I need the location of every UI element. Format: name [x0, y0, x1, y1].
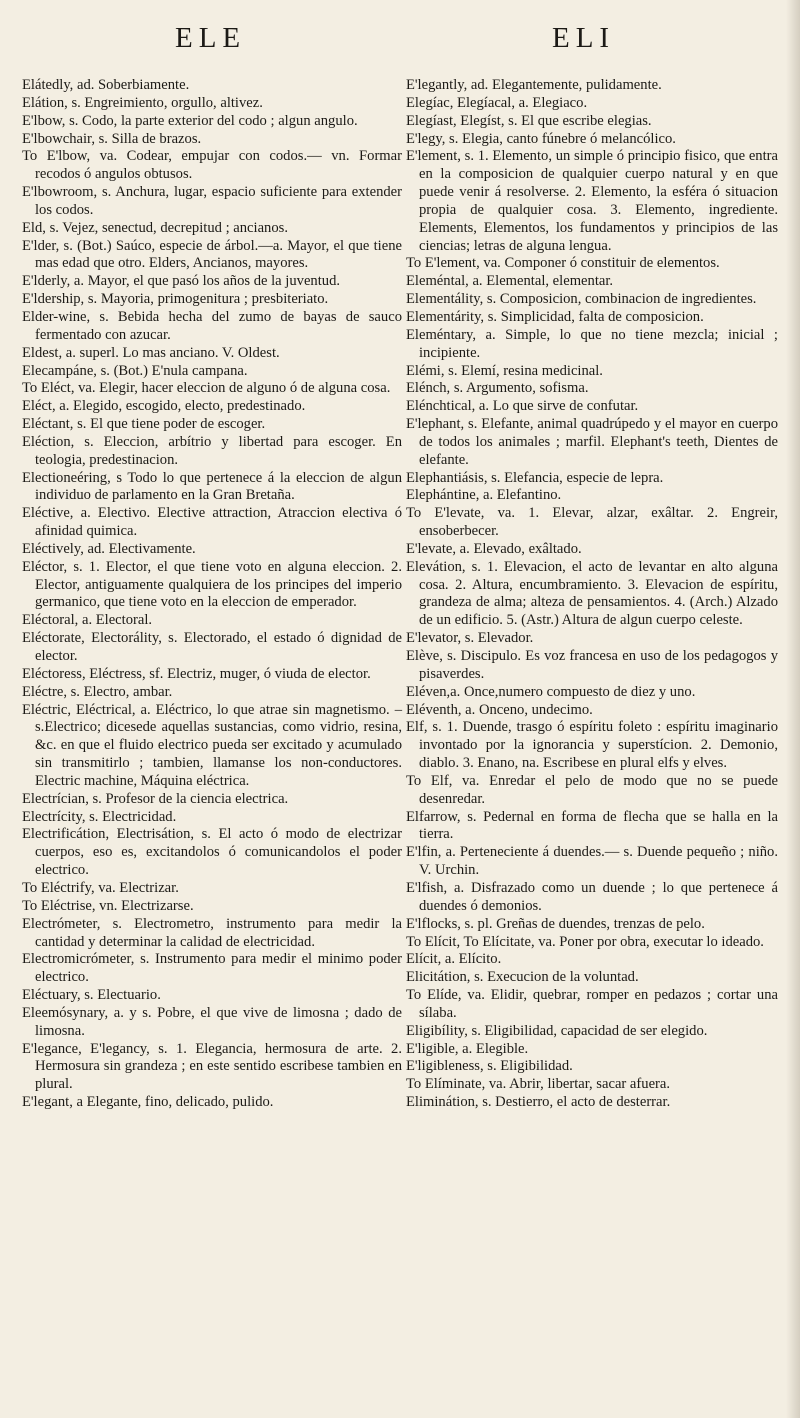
dictionary-entry: E'ldership, s. Mayoria, primogenitura ; presbiteriato. — [22, 291, 329, 308]
dictionary-entry: Eleemósynary, a. y s. Pobre, el que vive de limosna ; dado de limosna. — [22, 1004, 402, 1039]
dictionary-entry: Eléctant, s. El que tiene poder de escoger. — [22, 416, 266, 433]
dictionary-entry: E'lbow, s. Codo, la parte exterior del codo ; algun angulo. — [22, 112, 358, 129]
dictionary-entry: To Eléctrise, vn. Electrizarse. — [22, 897, 194, 914]
dictionary-entry: Eldest, a. superl. Lo mas anciano. V. Oldest. — [22, 344, 280, 361]
dictionary-entry: Elementálity, s. Composicion, combinacion de ingredientes. — [406, 291, 757, 308]
dictionary-entry: Eléventh, a. Onceno, undecimo. — [406, 701, 593, 718]
dictionary-entry: To Elícit, To Elícitate, va. Poner por obra, executar lo ideado. — [406, 933, 764, 950]
dictionary-entry: E'lephant, s. Elefante, animal quadrúpedo y el mayor en cuerpo de todos los animales ; marfil. Elephant's teeth, Dientes de elefante. — [406, 416, 778, 468]
dictionary-entry: To Eléctrify, va. Electrizar. — [22, 879, 179, 896]
dictionary-entry: Elátion, s. Engreimiento, orgullo, altivez. — [22, 94, 263, 111]
dictionary-entry: E'lflocks, s. pl. Greñas de duendes, trenzas de pelo. — [406, 915, 705, 932]
right-column — [406, 77, 778, 1112]
dictionary-entry: Elénch, s. Argumento, sofisma. — [406, 380, 589, 397]
dictionary-entry: Elecampáne, s. (Bot.) E'nula campana. — [22, 362, 248, 379]
dictionary-entry: E'lfin, a. Perteneciente á duendes.— s. Duende pequeño ; niño. V. Urchin. — [406, 844, 778, 879]
dictionary-entry: E'levate, a. Elevado, exâltado. — [406, 540, 582, 557]
dictionary-entry: Eléctorate, Electorálity, s. Electorado, el estado ó dignidad de elector. — [22, 630, 402, 664]
dictionary-entry: Elève, s. Discipulo. Es voz francesa en uso de los pedagogos y pisaverdes. — [406, 648, 778, 682]
dictionary-entry: Elícit, a. Elícito. — [406, 951, 502, 968]
dictionary-entry: Eléctric, Eléctrical, a. Eléctrico, lo que atrae sin magnetismo. – s.Electrico; dicesede aquellas sustancias, como vidrio, resina, &c. en que el fluido electrico pueda ser excitado y acumulado sin transmitirlo ; tambien, llamanse los non-conductores. Electric machine, Máquina eléctrica. — [22, 701, 402, 789]
dictionary-entry: E'ligible, a. Elegible. — [406, 1040, 529, 1057]
dictionary-entry: To Eléct, va. Elegir, hacer eleccion de alguno ó de alguna cosa. — [22, 380, 391, 397]
dictionary-entry: Eléctively, ad. Electivamente. — [22, 540, 196, 557]
dictionary-entry: To Elf, va. Enredar el pelo de modo que no se puede desenredar. — [406, 772, 778, 807]
dictionary-entry: Eléctive, a. Electivo. Elective attraction, Atraccion electiva ó afinidad quimica. — [22, 505, 402, 540]
dictionary-entry: Elephantiásis, s. Elefancia, especie de lepra. — [406, 469, 664, 486]
dictionary-entry: Elegíac, Elegíacal, a. Elegiaco. — [406, 94, 588, 111]
dictionary-entry: Electioneéring, s Todo lo que pertenece á la eleccion de algun individuo de parlamento en la Gran Bretaña. — [22, 469, 402, 504]
dictionary-entry: Eléven,a. Once,numero compuesto de diez y uno. — [406, 683, 696, 700]
dictionary-entry: E'lderly, a. Mayor, el que pasó los años de la juventud. — [22, 273, 341, 290]
dictionary-entry: Eléctor, s. 1. Elector, el que tiene voto en alguna eleccion. 2. Elector, antiguamente qualquiera de los principes del imperio germanico, que tiene voto en la eleccion de emperador. — [22, 558, 402, 611]
dictionary-entry: Eléction, s. Eleccion, arbítrio y libertad para escoger. En teologia, predestinacion. — [22, 433, 402, 468]
page-edge-shadow — [786, 0, 800, 1418]
dictionary-entry: Electromicrómeter, s. Instrumento para medir el minimo poder electrico. — [22, 951, 402, 986]
dictionary-entry: Elementárity, s. Simplicidad, falta de composicion. — [406, 308, 704, 325]
dictionary-entry: To E'lement, va. Componer ó constituir de elementos. — [406, 255, 720, 272]
dictionary-entry: E'lder, s. (Bot.) Saúco, especie de árbol.—a. Mayor, el que tiene mas edad que otro. Elders, Ancianos, mayores. — [22, 237, 402, 272]
dictionary-entry: Electrícian, s. Profesor de la ciencia electrica. — [22, 790, 289, 807]
dictionary-entry: Eliminátion, s. Destierro, el acto de desterrar. — [406, 1094, 671, 1111]
dictionary-entry: Elfarrow, s. Pedernal en forma de flecha que se halla en la tierra. — [406, 808, 778, 843]
dictionary-entry: Eléctre, s. Electro, ambar. — [22, 683, 173, 700]
dictionary-entry: Eld, s. Vejez, senectud, decrepitud ; ancianos. — [22, 219, 288, 236]
dictionary-entry: E'legy, s. Elegia, canto fúnebre ó melancólico. — [406, 130, 676, 147]
dictionary-entry: Elegíast, Elegíst, s. El que escribe elegias. — [406, 112, 652, 129]
dictionary-entry: Eléctuary, s. Electuario. — [22, 987, 161, 1004]
dictionary-entry: Eléctoress, Eléctress, sf. Electriz, muger, ó viuda de elector. — [22, 665, 371, 682]
dictionary-entry: E'lement, s. 1. Elemento, un simple ó principio fisico, que entra en la composicion de qualquier cuerpo natural y en que puede venir á resolverse. 2. Elemento, la esféra ó situacion propia de qualquier cosa. 3. Elemento, ingrediente. Elements, Elementos, los fundamentos y principios de las ciencias; letras de alguna lengua. — [406, 148, 778, 254]
dictionary-entry: Elátedly, ad. Soberbiamente. — [22, 77, 190, 93]
dictionary-entry: Electrómeter, s. Electrometro, instrumento para medir la cantidad y determinar la calidad de electricidad. — [22, 915, 402, 950]
dictionary-entry: Eligibílity, s. Eligibilidad, capacidad de ser elegido. — [406, 1022, 708, 1039]
dictionary-entry: E'legance, E'legancy, s. 1. Elegancia, hermosura de arte. 2. Hermosura sin grandeza ; en este sentido escribese tambien en plural. — [22, 1040, 402, 1093]
dictionary-entry: E'lbowchair, s. Silla de brazos. — [22, 130, 202, 147]
dictionary-entry: E'legant, a Elegante, fino, delicado, pulido. — [22, 1094, 274, 1111]
dictionary-entry: To Elíde, va. Elidir, quebrar, romper en pedazos ; cortar una sílaba. — [406, 987, 778, 1021]
dictionary-entry: Elénchtical, a. Lo que sirve de confutar. — [406, 398, 639, 415]
dictionary-entry: Elémi, s. Elemí, resina medicinal. — [406, 362, 603, 379]
dictionary-entry: Elf, s. 1. Duende, trasgo ó espíritu foleto : espíritu imaginario invontado por la ignorancia y superstícion. 2. Demonio, diablo. 3. Enano, na. Escribese en plural elfs y elves. — [406, 719, 778, 772]
running-header-right: ELI — [552, 22, 616, 54]
dictionary-entry: Eleméntal, a. Elemental, elementar. — [406, 273, 614, 290]
dictionary-entry: E'legantly, ad. Elegantemente, pulidamente. — [406, 77, 662, 93]
dictionary-entry: To Elíminate, va. Abrir, libertar, sacar afuera. — [406, 1076, 671, 1093]
dictionary-entry: E'levator, s. Elevador. — [406, 630, 534, 647]
running-header-left: ELE — [175, 22, 247, 54]
dictionary-entry: To E'lbow, va. Codear, empujar con codos.— vn. Formar recodos ó angulos obtusos. — [22, 148, 402, 183]
dictionary-entry: Eléct, a. Elegido, escogido, electo, predestinado. — [22, 398, 306, 415]
dictionary-entry: E'ligibleness, s. Eligibilidad. — [406, 1058, 573, 1075]
dictionary-entry: Electrícity, s. Electricidad. — [22, 808, 177, 825]
dictionary-entry: Elicitátion, s. Execucion de la voluntad. — [406, 969, 639, 986]
dictionary-entry: Eléctoral, a. Electoral. — [22, 612, 153, 629]
dictionary-entry: Elephántine, a. Elefantino. — [406, 487, 562, 504]
dictionary-entry: Eleméntary, a. Simple, lo que no tiene mezcla; inicial ; incipiente. — [406, 326, 778, 361]
dictionary-entry: Elder-wine, s. Bebida hecha del zumo de bayas de sauco fermentado con azucar. — [22, 308, 402, 343]
dictionary-entry: To E'levate, va. 1. Elevar, alzar, exâltar. 2. Engreir, ensoberbecer. — [406, 505, 778, 540]
dictionary-entry: Electrificátion, Electrisátion, s. El acto ó modo de electrizar cuerpos, eso es, excitandolos ó comunicandolos el poder electrico. — [22, 826, 402, 879]
dictionary-entry: E'lfish, a. Disfrazado como un duende ; lo que pertenece á duendes ó demonios. — [406, 879, 778, 914]
left-column — [22, 77, 402, 1112]
dictionary-entry: E'lbowroom, s. Anchura, lugar, espacio suficiente para extender los codos. — [22, 184, 402, 218]
dictionary-entry: Elevátion, s. 1. Elevacion, el acto de levantar en alto alguna cosa. 2. Altura, encumbramiento. 3. Elevacion de espíritu, grandeza de alma; alteza de pensamientos. 4. (Arch.) Alzado de un edificio. 5. (Astr.) Altura de algun cuerpo celeste. — [406, 558, 778, 629]
